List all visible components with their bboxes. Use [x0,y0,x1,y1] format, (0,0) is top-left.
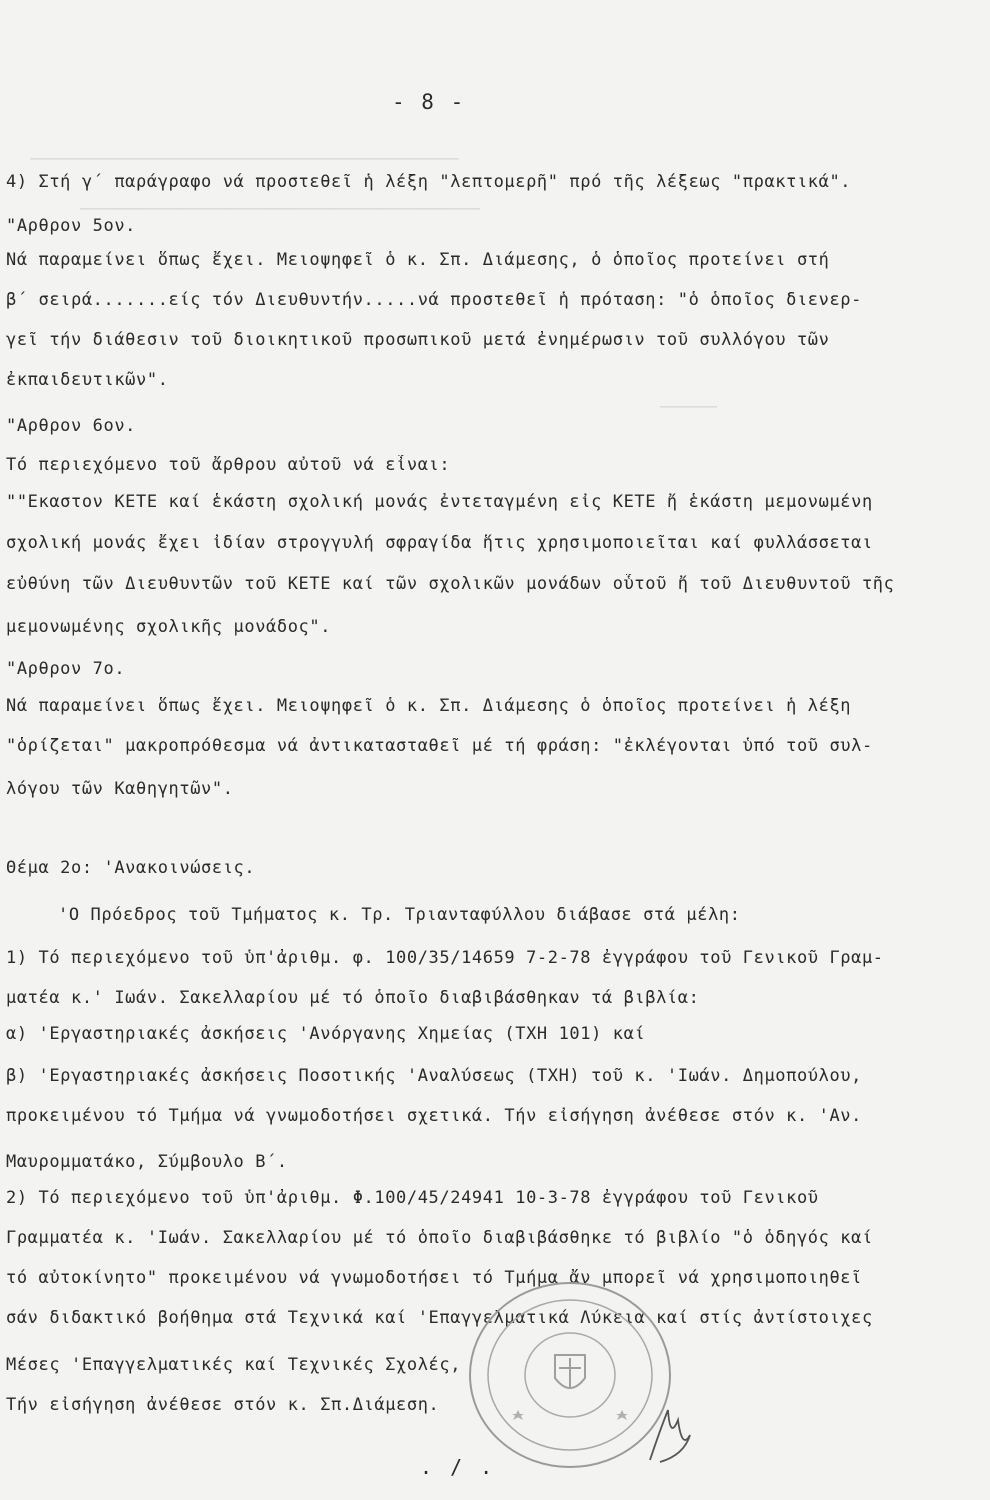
text-line: Νά παραμείνει ὅπως ἔχει. Μειοψηφεῖ ὁ κ. Σπ. Διάμεσης ὁ ὁποῖος προτείνει ἡ λέξη [6,696,852,716]
text-line: Μαυρομματάκο, Σύμβουλο Β΄. [6,1152,288,1172]
text-line: β΄ σειρά.......είς τόν Διευθυντήν.....νά προστεθεῖ ἡ πρόταση: "ὁ ὁποῖος διενερ- [6,290,862,310]
signature-icon [640,1400,700,1470]
text-line: 'Ο Πρόεδρος τοῦ Τμήματος κ. Τρ. Τριανταφύλλου διάβασε στά μέλη: [58,905,741,925]
text-line: προκειμένου τό Τμήμα νά γνωμοδοτήσει σχετικά. Τήν εἰσήγηση ἀνέθεσε στόν κ. 'Αν. [6,1106,862,1126]
text-line: Τό περιεχόμενο τοῦ ἄρθρου αὐτοῦ νά εἶναι: [6,455,451,475]
text-line: μεμονωμένης σχολικῆς μονάδος". [6,617,332,637]
text-line: "ὁρίζεται" μακροπρόθεσμα νά ἀντικατασταθεῖ μέ τή φράση: "ἐκλέγονται ὑπό τοῦ συλ- [6,736,873,756]
text-line: 1) Τό περιεχόμενο τοῦ ὑπ'ἀριθμ. φ. 100/35/14659 7-2-78 ἐγγράφου τοῦ Γενικοῦ Γραμ- [6,948,884,968]
text-line: ματέα κ.' Ιωάν. Σακελλαρίου μέ τό ὁποῖο διαβιβάσθηκαν τά βιβλία: [6,988,700,1008]
text-line: Τήν εἰσήγηση ἀνέθεσε στόν κ. Σπ.Διάμεση. [6,1395,440,1415]
text-line: α) 'Εργαστηριακές ἀσκήσεις 'Ανόργανης Χημείας (ΤΧΗ 101) καί [6,1024,646,1044]
text-line: "Αρθρον 6ον. [6,416,137,436]
text-line: σάν διδακτικό βοήθημα στά Τεχνικά καί 'Επαγγελματικά Λύκεια καί στίς ἀντίστοιχες [6,1308,873,1328]
page-number: - 8 - [392,90,466,114]
text-line: σχολική μονάς ἔχει ἰδίαν στρογγυλή σφραγίδα ἥτις χρησιμοποιεῖται καί φυλλάσσεται [6,533,873,553]
text-line: τό αὐτοκίνητο" προκειμένου νά γνωμοδοτήσει τό Τμήμα ἄν μπορεῖ νά χρησιμοποιηθεῖ [6,1268,862,1288]
continuation-mark: . / . [420,1455,496,1479]
text-line: 2) Τό περιεχόμενο τοῦ ὑπ'ἀριθμ. Φ.100/45/24941 10-3-78 ἐγγράφου τοῦ Γενικοῦ [6,1188,819,1208]
bleed-through-text: ────── [660,398,718,416]
text-line: λόγου τῶν Καθηγητῶν". [6,779,234,799]
text-line: "Αρθρον 5ον. [6,216,137,236]
text-line: Γραμματέα κ. 'Ιωάν. Σακελλαρίου μέ τό ὁποῖο διαβιβάσθηκε τό βιβλίο "ὁ ὁδηγός καί [6,1228,873,1248]
text-line: β) 'Εργαστηριακές ἀσκήσεις Ποσοτικής 'Αναλύσεως (ΤΧΗ) τοῦ κ. 'Ιωάν. Δημοπούλου, [6,1066,862,1086]
bleed-through-text: ───────────────────────────────────────────── [30,150,459,168]
text-line: "Αρθρον 7ο. [6,659,126,679]
text-line: ""Εκαστον ΚΕΤΕ καί ἑκάστη σχολική μονάς ἐντεταγμένη εἰς ΚΕΤΕ ἤ ἑκάστη μεμονωμένη [6,492,873,512]
text-line: Νά παραμείνει ὅπως ἔχει. Μειοψηφεῖ ὁ κ. Σπ. Διάμεσης, ὁ ὁποῖος προτείνει στή [6,250,830,270]
bleed-through-text: ────────────────────────────────────────── [80,200,481,218]
text-line: γεῖ τήν διάθεσιν τοῦ διοικητικοῦ προσωπικοῦ μετά ἐνημέρωσιν τοῦ συλλόγου τῶν [6,330,830,350]
text-line: 4) Στή γ΄ παράγραφο νά προστεθεῖ ἡ λέξη "λεπτομερῆ" πρό τῆς λέξεως "πρακτικά". [6,172,852,192]
text-line: ἐκπαιδευτικῶν". [6,370,169,390]
text-line: Μέσες 'Επαγγελματικές καί Τεχνικές Σχολές, [6,1355,462,1375]
text-line: εὐθύνη τῶν Διευθυντῶν τοῦ ΚΕΤΕ καί τῶν σχολικῶν μονάδων οὗτοῦ ἤ τοῦ Διευθυντοῦ τῆς [6,574,895,594]
text-line: Θέμα 2ο: 'Ανακοινώσεις. [6,858,256,878]
